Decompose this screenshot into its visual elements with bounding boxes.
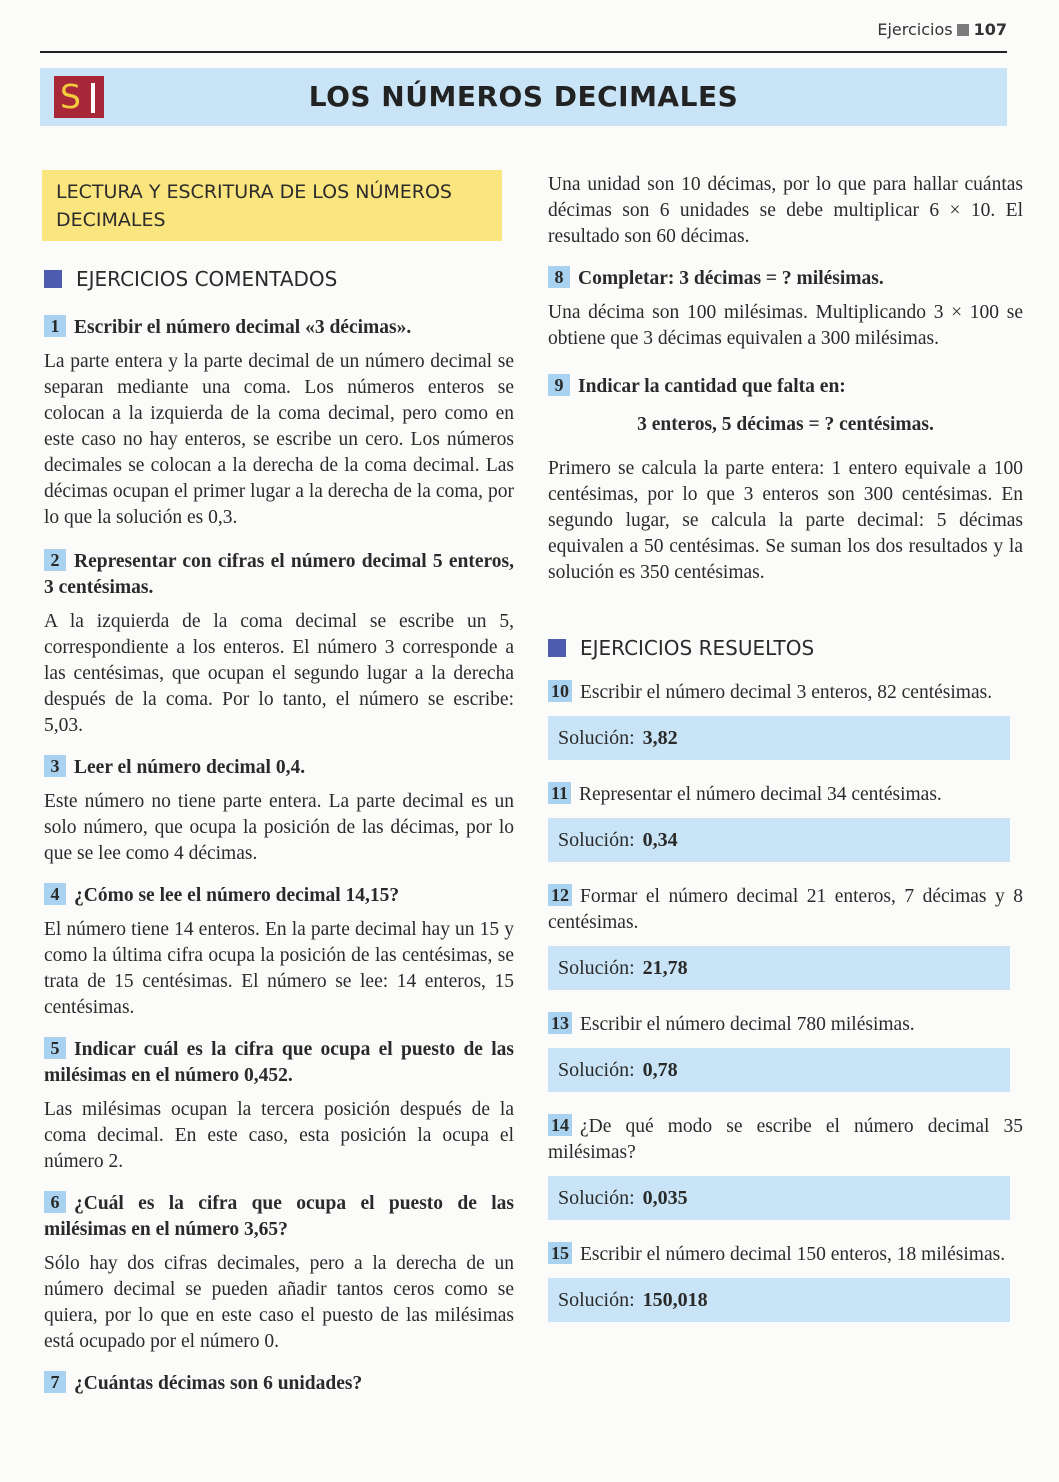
exercise-number: 9 (548, 374, 570, 396)
solution-label: Solución: (558, 1059, 635, 1081)
solution-box (548, 818, 1010, 862)
heading-square-icon (548, 639, 566, 657)
solution-label: Solución: (558, 1289, 635, 1311)
solved-exercise-10 (548, 680, 1023, 760)
exercise-3 (44, 755, 514, 867)
title-banner (40, 68, 1007, 126)
exercise-number: 6 (44, 1191, 66, 1213)
solution-value: 3,82 (642, 727, 678, 749)
exercise-body: Una unidad son 10 décimas, por lo que para hallar cuántas décimas son 6 unidades se debe multiplicar 6 × 10. El resultado son 60 décimas. (548, 174, 1023, 247)
section-title: LECTURA Y ESCRITURA DE LOS NÚMEROS DECIMALES (42, 170, 502, 241)
page-number: 107 (973, 20, 1007, 39)
exercise-body: El número tiene 14 enteros. En la parte decimal hay un 15 y como la última cifra ocupa la posición de las centésimas, se trata de 15 centésimas. El número se lee: 14 enteros, 15 centésimas. (44, 919, 514, 1018)
exercise-title: ¿De qué modo se escribe el número decimal 35 milésimas? (548, 1116, 1023, 1163)
solved-exercise-11 (548, 782, 1023, 862)
exercise-7-body (548, 172, 1023, 250)
running-header (877, 20, 1007, 39)
exercise-formula: 3 enteros, 5 décimas = ? centésimas. (637, 414, 934, 435)
exercise-body: La parte entera y la parte decimal de un número decimal se separan mediante una coma. Los números enteros se colocan a la izquierda de la coma decimal, pero como en este caso no hay enteros, se escribe un cero. Los números decimales se colocan a la derecha de la coma decimal. Las décimas ocupan el primer lugar a la derecha de la coma, por lo que la solución es 0,3. (44, 351, 514, 528)
solution-box (548, 946, 1010, 990)
solution-value: 0,78 (642, 1059, 678, 1081)
exercise-title: ¿Cuántas décimas son 6 unidades? (74, 1373, 363, 1394)
exercise-title: Completar: 3 décimas = ? milésimas. (578, 268, 884, 289)
heading-square-icon (44, 270, 62, 288)
exercise-title: Escribir el número decimal 780 milésimas. (580, 1014, 915, 1035)
right-column (548, 170, 1023, 1322)
page-title: LOS NÚMEROS DECIMALES (308, 80, 739, 113)
solved-heading-label: EJERCICIOS RESUELTOS (580, 636, 815, 660)
exercise-4 (44, 883, 514, 1021)
exercise-6 (44, 1191, 514, 1355)
exercise-body: Las milésimas ocupan la tercera posición después de la coma decimal. En este caso, esta posición la ocupa el número 2. (44, 1099, 514, 1172)
exercise-title: Formar el número decimal 21 enteros, 7 décimas y 8 centésimas. (548, 886, 1023, 933)
exercise-8 (548, 266, 1023, 352)
exercise-title: Indicar la cantidad que falta en: (578, 376, 846, 397)
left-column (44, 170, 514, 1413)
solved-exercise-14 (548, 1114, 1023, 1220)
exercise-title: Leer el número decimal 0,4. (74, 757, 306, 778)
exercise-1 (44, 315, 514, 531)
exercise-body: Este número no tiene parte entera. La parte decimal es un solo número, que ocupa la posición de las décimas, por lo que se lee como 4 décimas. (44, 791, 514, 864)
exercise-number: 7 (44, 1371, 66, 1393)
running-header-section: Ejercicios (877, 20, 953, 39)
exercise-number: 10 (548, 680, 572, 702)
solution-value: 0,035 (642, 1187, 688, 1209)
exercise-body: A la izquierda de la coma decimal se escribe un 5, correspondiente a los enteros. El número 3 corresponde a las centésimas, que ocupan el segundo lugar a la derecha después de la coma. Por lo tanto, el número se escribe: 5,03. (44, 611, 514, 736)
solution-box (548, 1048, 1010, 1092)
logo-letter: S (60, 77, 79, 116)
header-square-icon (957, 24, 969, 36)
solution-label: Solución: (558, 727, 635, 749)
header-rule (40, 51, 1007, 53)
exercise-body: Una décima son 100 milésimas. Multiplicando 3 × 100 se obtiene que 3 décimas equivalen a 300 milésimas. (548, 302, 1023, 349)
solved-exercise-12 (548, 884, 1023, 990)
exercise-number: 8 (548, 266, 570, 288)
exercise-5 (44, 1037, 514, 1175)
exercise-number: 4 (44, 883, 66, 905)
exercise-title: Escribir el número decimal 3 enteros, 82 centésimas. (580, 682, 993, 703)
exercise-number: 13 (548, 1012, 572, 1034)
exercise-title: ¿Cómo se lee el número decimal 14,15? (74, 885, 400, 906)
solution-label: Solución: (558, 1187, 635, 1209)
exercise-title: Escribir el número decimal 150 enteros, 18 milésimas. (580, 1244, 1006, 1265)
solution-value: 0,34 (642, 829, 678, 851)
exercise-title: Representar con cifras el número decimal 5 enteros, 3 centésimas. (44, 551, 514, 598)
exercise-title: Representar el número decimal 34 centésimas. (579, 784, 942, 805)
solution-box (548, 716, 1010, 760)
exercise-number: 1 (44, 315, 66, 337)
commented-heading (44, 267, 514, 291)
exercise-number: 3 (44, 755, 66, 777)
exercise-body: Primero se calcula la parte entera: 1 entero equivale a 100 centésimas, por lo que 3 enteros son 300 centésimas. En segundo lugar, se calcula la parte decimal: 5 décimas equivalen a 50 centésimas. Se suman los dos resultados y la solución es 350 centésimas. (548, 458, 1023, 583)
exercise-number: 5 (44, 1037, 66, 1059)
exercise-title: ¿Cuál es la cifra que ocupa el puesto de las milésimas en el número 3,65? (44, 1193, 514, 1240)
exercise-title: Escribir el número decimal «3 décimas». (74, 317, 412, 338)
exercise-title: Indicar cuál es la cifra que ocupa el puesto de las milésimas en el número 0,452. (44, 1039, 514, 1086)
exercise-number: 14 (548, 1114, 572, 1136)
commented-heading-label: EJERCICIOS COMENTADOS (76, 267, 338, 291)
exercise-9 (548, 374, 1023, 586)
solved-exercise-13 (548, 1012, 1023, 1092)
exercise-number: 11 (548, 782, 571, 804)
solved-heading (548, 636, 1023, 660)
solution-label: Solución: (558, 957, 635, 979)
solution-box (548, 1176, 1010, 1220)
solved-exercise-15 (548, 1242, 1023, 1322)
solution-box (548, 1278, 1010, 1322)
solution-value: 21,78 (642, 957, 688, 979)
exercise-number: 15 (548, 1242, 572, 1264)
exercise-7-title (44, 1371, 514, 1397)
exercise-number: 12 (548, 884, 572, 906)
exercise-number: 2 (44, 549, 66, 571)
exercise-body: Sólo hay dos cifras decimales, pero a la derecha de un número decimal se pueden añadir tantos ceros como se quiera, por lo que en este caso el puesto de las milésimas está ocupado por el número 0. (44, 1253, 514, 1352)
solution-value: 150,018 (642, 1289, 708, 1311)
solution-label: Solución: (558, 829, 635, 851)
exercise-2 (44, 549, 514, 739)
